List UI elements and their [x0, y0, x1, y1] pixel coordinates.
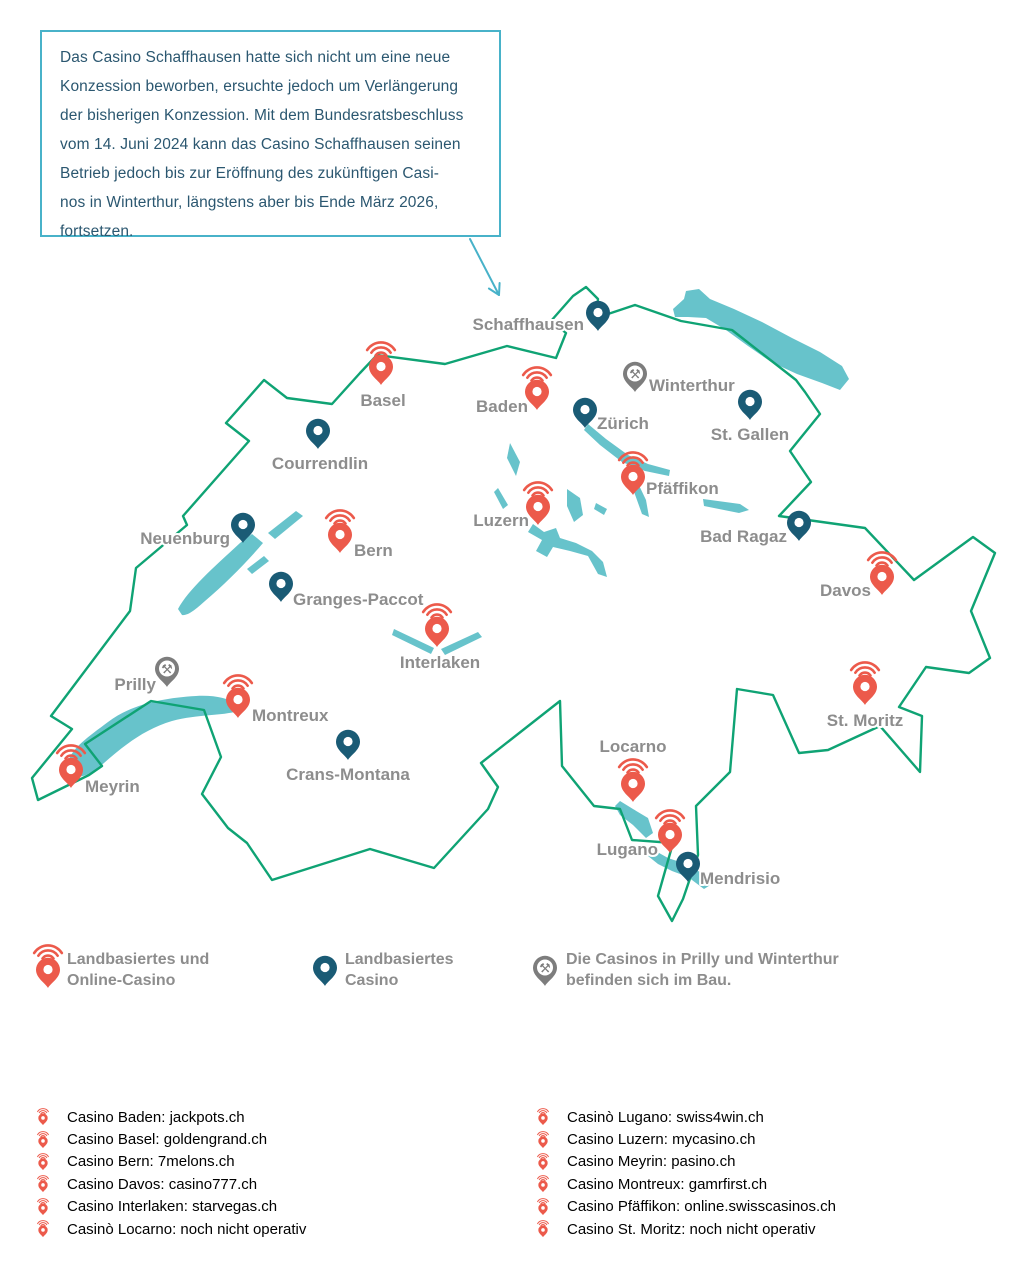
lake-brienz [441, 632, 482, 655]
callout-arrow [470, 239, 500, 295]
map-label: Montreux [252, 706, 329, 725]
casino-value: 7melons.ch [153, 1153, 235, 1171]
casino-value: goldengrand.ch [159, 1131, 268, 1149]
casino-list-row [536, 1218, 836, 1240]
casino-value: jackpots.ch [165, 1108, 245, 1126]
casino-name: Casino Davos: [67, 1175, 165, 1193]
legend-construction-icon [532, 954, 558, 988]
online-casino-mini-icon [36, 1220, 50, 1238]
lake-aegeri [594, 503, 607, 515]
map-label: Meyrin [85, 777, 140, 796]
online-casino-mini-icon [536, 1175, 550, 1193]
casino-name: Casino Bern: [67, 1153, 154, 1171]
map-label: St. Gallen [710, 425, 790, 444]
map-label: Basel [360, 391, 406, 410]
map-label: Courrendlin [271, 454, 369, 473]
online-casino-mini-icon [536, 1220, 550, 1238]
map-label: Granges-Paccot [293, 590, 424, 609]
lake-sempach [507, 443, 520, 476]
casino-name: Casinò Locarno: [67, 1220, 177, 1238]
marker-pin-land [738, 390, 762, 420]
casino-name: Casino St. Moritz: [567, 1220, 686, 1238]
casino-value: mycasino.ch [667, 1131, 756, 1149]
legend-online-casino-icon [30, 944, 66, 990]
casino-list-row [36, 1218, 306, 1240]
marker-pin-online [367, 342, 395, 385]
online-casino-mini-icon [536, 1131, 550, 1149]
casino-list-row [536, 1173, 836, 1195]
casino-value: gamrfirst.ch [684, 1175, 768, 1193]
legend-land-casino-icon [312, 954, 338, 988]
marker-pin-online [851, 662, 879, 705]
online-casino-mini-icon [36, 1108, 50, 1126]
casino-list-row [536, 1106, 836, 1128]
map-label: Lugano [596, 840, 658, 859]
casino-list-row [536, 1151, 836, 1173]
callout-line: Das Casino Schaffhausen hatte sich nicht um eine neue [60, 49, 451, 66]
legend-land-casino-label: Landbasiertes Casino [345, 951, 454, 989]
casino-value: casino777.ch [164, 1175, 258, 1193]
lake-lucerne [528, 524, 607, 577]
marker-pin-land [336, 730, 360, 760]
casino-value: noch nicht operativ [685, 1220, 816, 1238]
casino-value: online.swisscasinos.ch [680, 1198, 837, 1216]
casino-value: pasino.ch [667, 1153, 736, 1171]
map-label: Pfäffikon [646, 479, 719, 498]
marker-pin-land [306, 419, 330, 449]
marker-pin-land [573, 398, 597, 428]
callout-line: Konzession beworben, ersuchte jedoch um Verlängerung [60, 78, 459, 95]
map-label: Locarno [599, 737, 667, 756]
marker-pin-bau [155, 657, 179, 687]
online-casino-mini-icon [36, 1175, 50, 1193]
lake-zug [567, 489, 583, 522]
map-label: Prilly [114, 675, 156, 694]
casino-name: Casinò Lugano: [567, 1108, 673, 1126]
marker-pin-land [787, 511, 811, 541]
map-label: Interlaken [399, 653, 481, 672]
online-casino-mini-icon [536, 1198, 550, 1216]
lake-murten [247, 556, 269, 574]
casino-list-row [536, 1128, 836, 1150]
marker-pin-online [423, 604, 451, 647]
map-label: Crans-Montana [286, 765, 410, 784]
online-casino-mini-icon [36, 1198, 50, 1216]
casino-name: Casino Meyrin: [567, 1153, 668, 1171]
casino-name: Casino Pfäffikon: [567, 1198, 681, 1216]
marker-pin-land [586, 301, 610, 331]
map-label: Bad Ragaz [700, 527, 787, 546]
lake-maggiore [615, 801, 653, 838]
marker-pin-land [269, 572, 293, 602]
casino-list-left-column [36, 1106, 306, 1240]
map-label: Baden [476, 397, 528, 416]
casino-list-row [36, 1128, 306, 1150]
online-casino-mini-icon [536, 1108, 550, 1126]
callout-line: nos in Winterthur, längstens aber bis Ende März 2026, [60, 194, 439, 211]
online-casino-mini-icon [36, 1131, 50, 1149]
online-casino-mini-icon [36, 1153, 50, 1171]
casino-name: Casino Luzern: [567, 1131, 668, 1149]
casino-name: Casino Interlaken: [67, 1198, 188, 1216]
casino-name: Casino Montreux: [567, 1175, 685, 1193]
callout-line: Betrieb jedoch bis zur Eröffnung des zukünftigen Casi- [60, 165, 440, 182]
casino-value: swiss4win.ch [672, 1108, 764, 1126]
casino-name: Casino Basel: [67, 1131, 160, 1149]
map-label: Davos [819, 581, 871, 600]
map-label: Winterthur [649, 376, 735, 395]
casino-list-row [36, 1173, 306, 1195]
marker-pin-bau [623, 362, 647, 392]
online-casino-mini-icon [536, 1153, 550, 1171]
casino-list-row [36, 1196, 306, 1218]
callout-line: der bisherigen Konzession. Mit dem Bundesratsbeschluss [60, 107, 464, 124]
marker-pin-online [868, 552, 896, 595]
lake-baldegg [494, 488, 508, 509]
map-label: Bern [354, 541, 393, 560]
map-label: Zürich [597, 414, 649, 433]
casino-name: Casino Baden: [67, 1108, 166, 1126]
casino-list-row [536, 1196, 836, 1218]
lake-biel [268, 511, 303, 539]
marker-pin-online [656, 810, 684, 853]
markers-layer [57, 301, 896, 882]
map-label: Schaffhausen [472, 315, 584, 334]
callout-line: fortsetzen. [60, 223, 134, 240]
marker-pin-online [619, 759, 647, 802]
casino-value: starvegas.ch [187, 1198, 278, 1216]
map-label: Luzern [473, 511, 529, 530]
callout-line: vom 14. Juni 2024 kann das Casino Schaffhausen seinen [60, 136, 461, 153]
legend-online-casino-label: Landbasiertes und Online-Casino [67, 951, 210, 989]
switzerland-border [32, 287, 995, 921]
map-label: Mendrisio [700, 869, 781, 888]
legend-construction-label: Die Casinos in Prilly und Winterthur befinden sich im Bau. [566, 951, 839, 989]
marker-pin-online [326, 510, 354, 553]
lake-constance [673, 289, 849, 390]
casino-list-row [36, 1106, 306, 1128]
casino-list-row [36, 1151, 306, 1173]
casino-value: noch nicht operativ [176, 1220, 307, 1238]
map-label: Neuenburg [140, 529, 230, 548]
map-label: St. Moritz [826, 711, 904, 730]
lake-walen [703, 499, 749, 513]
casino-list-right-column [536, 1106, 836, 1240]
